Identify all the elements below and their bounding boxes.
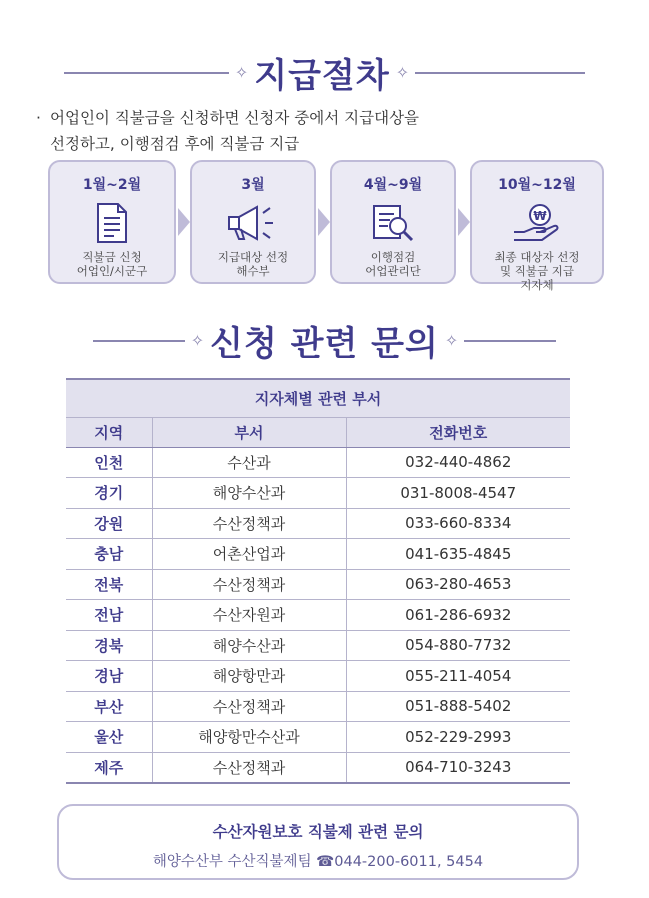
step-desc-line: 어업관리단 [365, 264, 421, 278]
bullet-icon: · [36, 109, 41, 127]
cell-department: 어촌산업과 [152, 539, 346, 570]
table-row [66, 722, 570, 753]
contact-box [57, 804, 579, 880]
cell-region: 제주 [66, 752, 152, 783]
step-card-2 [190, 160, 316, 284]
table-row [66, 539, 570, 570]
step-desc-line: 지자체 [520, 278, 554, 292]
cell-region: 경북 [66, 630, 152, 661]
step-desc-line: 해수부 [236, 264, 270, 278]
cell-region: 전남 [66, 600, 152, 631]
cell-phone: 032-440-4862 [346, 447, 570, 478]
table-row [66, 691, 570, 722]
step-card-3 [330, 160, 456, 284]
table-row [66, 661, 570, 692]
step-desc-line: 지급대상 선정 [217, 250, 289, 264]
table-row [66, 447, 570, 478]
intro-text [36, 105, 616, 157]
cell-phone: 041-635-4845 [346, 539, 570, 570]
table-caption: 지자체별 관련 부서 [66, 379, 570, 417]
title-line-left [64, 72, 229, 74]
intro-line-2: 선정하고, 이행점검 후에 직불금 지급 [50, 135, 300, 153]
title-line-right [415, 72, 585, 74]
sparkle-icon: ✧ [190, 331, 205, 350]
contact-detail: 해양수산부 수산직불제팀 ☎044-200-6011, 5454 [152, 854, 484, 870]
table-row [66, 478, 570, 509]
cell-region: 강원 [66, 508, 152, 539]
step-card-4 [470, 160, 604, 292]
cell-department: 수산정책과 [152, 691, 346, 722]
cell-region: 부산 [66, 691, 152, 722]
section-title-text: 지급절차 [254, 56, 390, 96]
cell-phone: 052-229-2993 [346, 722, 570, 753]
table-row [66, 600, 570, 631]
cell-phone: 064-710-3243 [346, 752, 570, 783]
cell-phone: 051-888-5402 [346, 691, 570, 722]
table-row [66, 508, 570, 539]
step-desc-line: 최종 대상자 선정 [494, 250, 580, 264]
header-phone: 전화번호 [346, 417, 570, 447]
procedure-steps [48, 160, 604, 292]
step-desc-line: 직불금 신청 [82, 250, 142, 264]
step-desc-line: 이행점검 [370, 250, 416, 264]
header-region: 지역 [66, 417, 152, 447]
cell-region: 전북 [66, 569, 152, 600]
title-line-right [464, 340, 556, 342]
cell-phone: 063-280-4653 [346, 569, 570, 600]
document-icon [50, 200, 174, 246]
cell-department: 수산정책과 [152, 508, 346, 539]
cell-phone: 055-211-4054 [346, 661, 570, 692]
sparkle-icon: ✧ [395, 63, 410, 82]
table-row [66, 569, 570, 600]
step-card-1 [48, 160, 176, 284]
megaphone-icon [192, 200, 314, 246]
table-row [66, 752, 570, 783]
arrow-right-icon [178, 208, 190, 236]
cell-department: 해양항만과 [152, 661, 346, 692]
cell-region: 인천 [66, 447, 152, 478]
section-title-payment-procedure [0, 48, 649, 97]
step-period: 4월~9월 [363, 177, 423, 193]
cell-department: 수산정책과 [152, 569, 346, 600]
won-hand-icon [472, 200, 602, 246]
cell-region: 충남 [66, 539, 152, 570]
table-row [66, 630, 570, 661]
arrow-right-icon [458, 208, 470, 236]
section-title-text: 신청 관련 문의 [210, 324, 439, 364]
step-period: 10월~12월 [498, 177, 576, 193]
intro-line-1: 어업인이 직불금을 신청하면 신청자 중에서 지급대상을 [50, 109, 420, 127]
sparkle-icon: ✧ [444, 331, 459, 350]
cell-department: 수산정책과 [152, 752, 346, 783]
cell-phone: 031-8008-4547 [346, 478, 570, 509]
cell-region: 울산 [66, 722, 152, 753]
cell-phone: 054-880-7732 [346, 630, 570, 661]
department-table [66, 378, 570, 784]
header-department: 부서 [152, 417, 346, 447]
cell-department: 해양항만수산과 [152, 722, 346, 753]
step-desc-line: 및 직불금 지급 [500, 264, 574, 278]
step-desc-line: 어업인/시군구 [76, 264, 148, 278]
step-period: 1월~2월 [82, 177, 142, 193]
section-title-inquiry [0, 316, 649, 365]
cell-phone: 033-660-8334 [346, 508, 570, 539]
cell-region: 경기 [66, 478, 152, 509]
cell-department: 수산자원과 [152, 600, 346, 631]
cell-department: 해양수산과 [152, 478, 346, 509]
step-period: 3월 [241, 177, 265, 193]
cell-region: 경남 [66, 661, 152, 692]
cell-department: 해양수산과 [152, 630, 346, 661]
sparkle-icon: ✧ [234, 63, 249, 82]
inspection-icon [332, 200, 454, 246]
svg-text:₩: ₩ [533, 209, 547, 223]
cell-phone: 061-286-6932 [346, 600, 570, 631]
contact-title: 수산자원보호 직불제 관련 문의 [212, 823, 424, 841]
arrow-right-icon [318, 208, 330, 236]
cell-department: 수산과 [152, 447, 346, 478]
title-line-left [93, 340, 185, 342]
